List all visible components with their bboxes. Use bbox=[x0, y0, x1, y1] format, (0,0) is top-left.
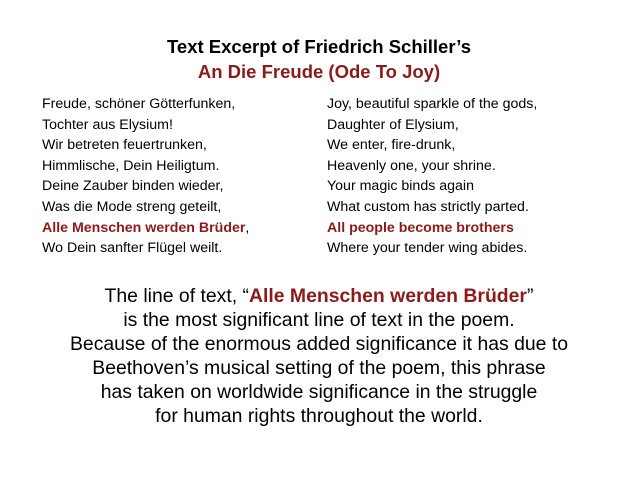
german-line bbox=[42, 197, 249, 218]
german-line-text: Was die Mode streng geteilt, bbox=[42, 198, 222, 215]
commentary-prefix: The line of text, “ bbox=[104, 285, 249, 307]
english-line bbox=[327, 94, 537, 115]
english-line-text: All people become brothers bbox=[327, 219, 514, 236]
english-line-text: Joy, beautiful sparkle of the gods, bbox=[327, 96, 538, 112]
english-line bbox=[327, 135, 537, 156]
german-line-text: Tochter aus Elysium! bbox=[42, 116, 173, 133]
poem-title: An Die Freude (Ode To Joy) bbox=[197, 61, 441, 82]
english-line-text: Daughter of Elysium, bbox=[327, 116, 459, 133]
german-line-text: Deine Zauber binden wieder, bbox=[42, 178, 224, 195]
german-line bbox=[42, 176, 249, 197]
german-line bbox=[42, 94, 249, 115]
german-line bbox=[42, 156, 249, 177]
commentary-paragraph bbox=[0, 285, 638, 428]
english-line bbox=[327, 197, 537, 218]
commentary-quote: Alle Menschen werden Brüder bbox=[248, 285, 527, 307]
commentary-line bbox=[0, 285, 638, 309]
german-line-text: Himmlische, Dein Heiligtum. bbox=[42, 157, 220, 174]
german-line-text: Wo Dein sanfter Flügel weilt. bbox=[42, 240, 223, 257]
commentary-line: Beethoven’s musical setting of the poem, this phrase bbox=[92, 356, 546, 379]
german-line bbox=[42, 238, 249, 259]
commentary-line: is the most significant line of text in the poem. bbox=[123, 308, 515, 331]
english-line bbox=[327, 218, 537, 239]
english-line bbox=[327, 156, 537, 177]
english-line-text: Your magic binds again bbox=[327, 178, 474, 195]
english-line-text: Heavenly one, your shrine. bbox=[327, 157, 496, 174]
german-line-text: Freude, schöner Götterfunken, bbox=[42, 96, 236, 112]
german-line-punctuation: , bbox=[245, 219, 250, 236]
german-line-text: Wir betreten feuertrunken, bbox=[42, 137, 207, 154]
slide-title: Text Excerpt of Friedrich Schiller’s bbox=[167, 36, 471, 57]
english-line bbox=[327, 115, 537, 136]
german-line bbox=[42, 135, 249, 156]
german-line bbox=[42, 115, 249, 136]
german-line bbox=[42, 218, 249, 239]
english-line bbox=[327, 238, 537, 259]
german-line-text: Alle Menschen werden Brüder bbox=[42, 219, 246, 236]
commentary-line: has taken on worldwide significance in the struggle bbox=[100, 380, 538, 403]
commentary-suffix: ” bbox=[526, 285, 534, 307]
english-line bbox=[327, 176, 537, 197]
english-line-text: Where your tender wing abides. bbox=[327, 240, 528, 257]
english-translation-column bbox=[327, 94, 537, 259]
english-line-text: We enter, fire-drunk, bbox=[327, 137, 456, 154]
german-text-column bbox=[42, 94, 249, 259]
english-line-text: What custom has strictly parted. bbox=[327, 198, 529, 215]
commentary-line: for human rights throughout the world. bbox=[155, 404, 483, 427]
commentary-line: Because of the enormous added significance it has due to bbox=[69, 332, 569, 355]
